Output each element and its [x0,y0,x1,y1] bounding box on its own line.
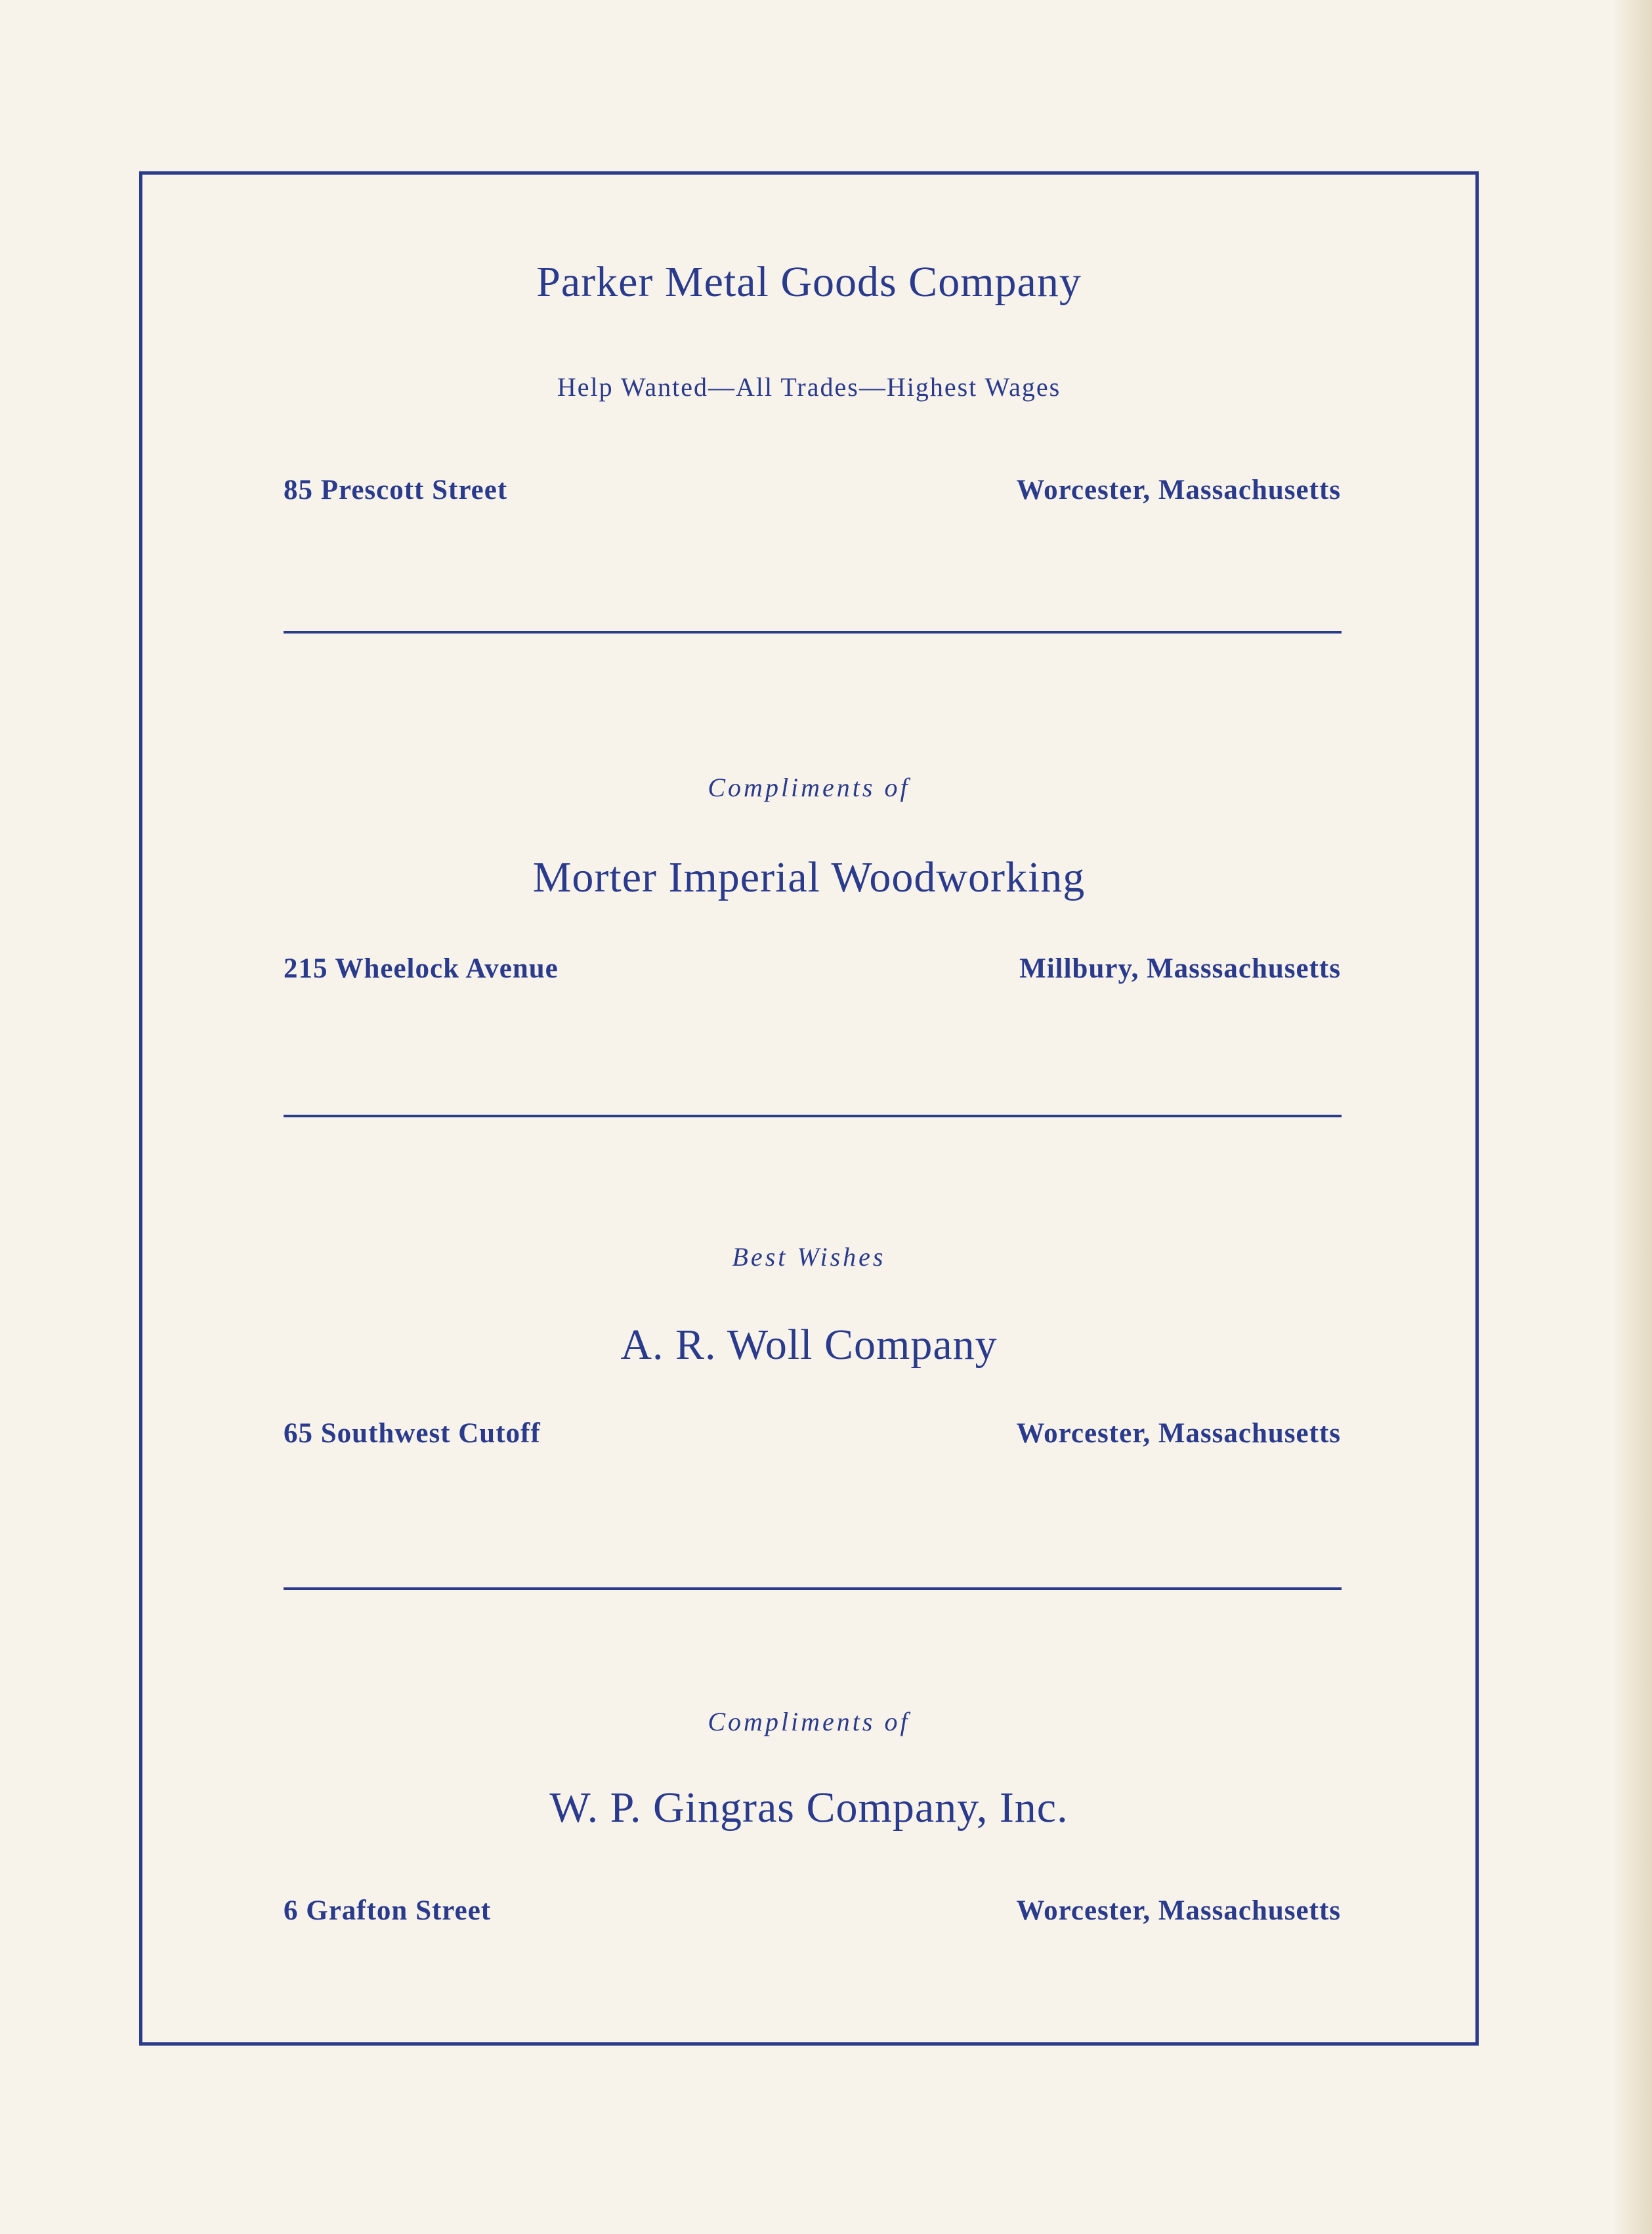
street-address: 85 Prescott Street [284,475,508,505]
ad-greeting: Best Wishes [732,1242,886,1272]
city-state: Worcester, Massachusetts [1016,475,1341,505]
company-name: W. P. Gingras Company, Inc. [549,1784,1069,1832]
street-address: 215 Wheelock Avenue [284,953,559,984]
company-name: A. R. Woll Company [620,1321,998,1369]
company-name: Parker Metal Goods Company [536,258,1082,306]
ad-greeting: Compliments of [708,1707,910,1736]
section-divider [284,1587,1342,1590]
city-state: Millbury, Masssachusetts [1019,953,1341,984]
city-state: Worcester, Massachusetts [1016,1418,1341,1449]
company-name: Morter Imperial Woodworking [532,853,1086,901]
section-divider [284,631,1342,634]
ad-page-frame [139,171,1479,2046]
street-address: 65 Southwest Cutoff [284,1418,541,1449]
page-edge-shadow [1613,0,1652,2234]
ad-tagline: Help Wanted—All Trades—Highest Wages [557,372,1061,402]
section-divider [284,1115,1342,1117]
ad-greeting: Compliments of [708,773,910,802]
city-state: Worcester, Massachusetts [1016,1895,1341,1926]
street-address: 6 Grafton Street [284,1895,492,1926]
